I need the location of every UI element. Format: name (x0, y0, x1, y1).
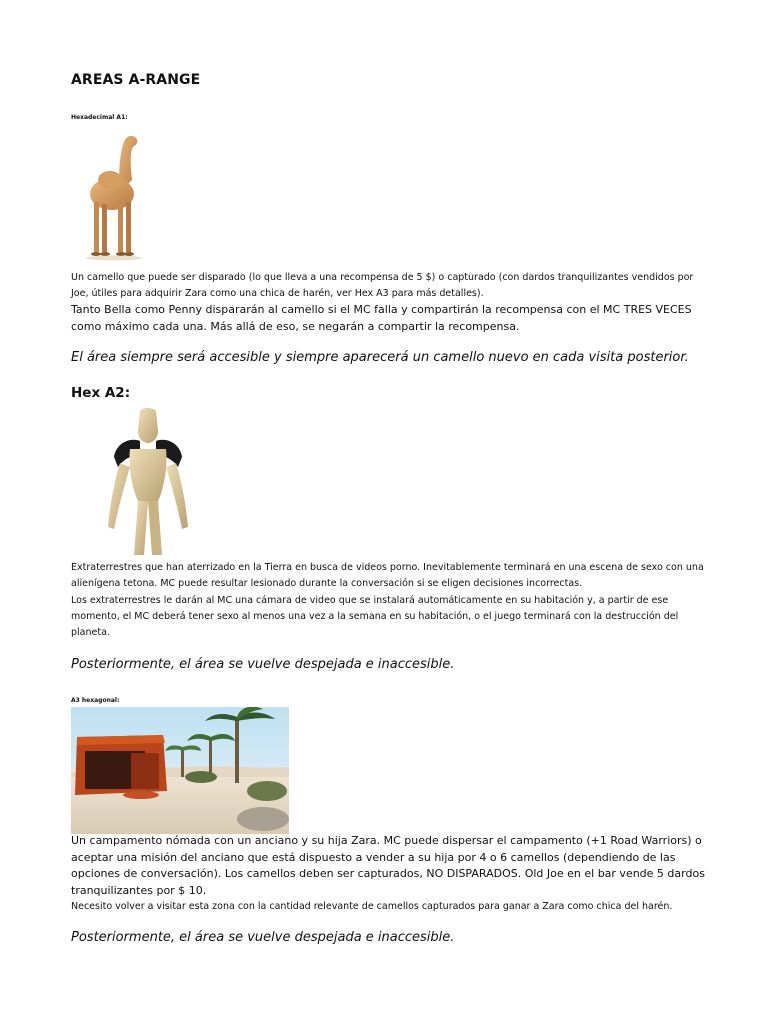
camel-icon (80, 132, 150, 262)
a2-description: Extraterrestres que han aterrizado en la Tierra en busca de videos porno. Inevitablemente terminará en una escena de sexo con una alienígena tetona. MC puede resultar lesionado durante la conversación si se eligen decisiones incorrectas. (71, 562, 704, 589)
a1-details: Tanto Bella como Penny dispararán al camello si el MC falla y compartirán la recompensa con el MC TRES VECES como máximo cada una. Más allá de eso, se negarán a compartir la recompensa. (71, 303, 692, 333)
a3-description: Un campamento nómada con un anciano y su hija Zara. MC puede dispersar el campamento (+1 Road Warriors) o aceptar una misión del anciano que está dispuesto a vender a su hija por 4 o 6 camellos (dependiendo de las opciones de conversación). Los camellos deben ser capturados, NO DISPARADOS. Old Joe en el bar vende 5 dardos tranquilizantes por $ 10. (71, 834, 705, 897)
desert-camp-icon (71, 707, 289, 834)
a1-description: Un camello que puede ser disparado (lo que lleva a una recompensa de 5 $) o capturado (con dardos tranquilizantes vendidos por Joe, útiles para adquirir Zara como una chica de harén, ver Hex A3 para más detalles). (71, 272, 694, 299)
a3-details: Necesito volver a visitar esta zona con la cantidad relevante de camellos capturados para ganar a Zara como chica del harén. (71, 901, 673, 912)
hex-a2-heading: Hex A2: (71, 385, 131, 401)
alien-image (100, 405, 195, 557)
a3-note: Posteriormente, el área se vuelve despejada e inaccesible. (71, 930, 455, 945)
alien-figure-icon (100, 405, 195, 557)
hex-a3-label: A3 hexagonal: (71, 697, 120, 704)
a2-details: Los extraterrestres le darán al MC una cámara de video que se instalará automáticamente en su habitación y, a partir de ese momento, el MC deberá tener sexo al menos una vez a la semana en su habitación, o el juego terminará con la destrucción del planeta. (71, 595, 679, 638)
desert-camp-image (71, 707, 289, 834)
a2-note: Posteriormente, el área se vuelve despejada e inaccesible. (71, 657, 455, 672)
page-title: AREAS A-RANGE (71, 72, 201, 88)
camel-image (80, 132, 150, 262)
hex-a1-label: Hexadecimal A1: (71, 114, 128, 121)
a1-note: El área siempre será accesible y siempre aparecerá un camello nuevo en cada visita posterior. (71, 350, 689, 365)
